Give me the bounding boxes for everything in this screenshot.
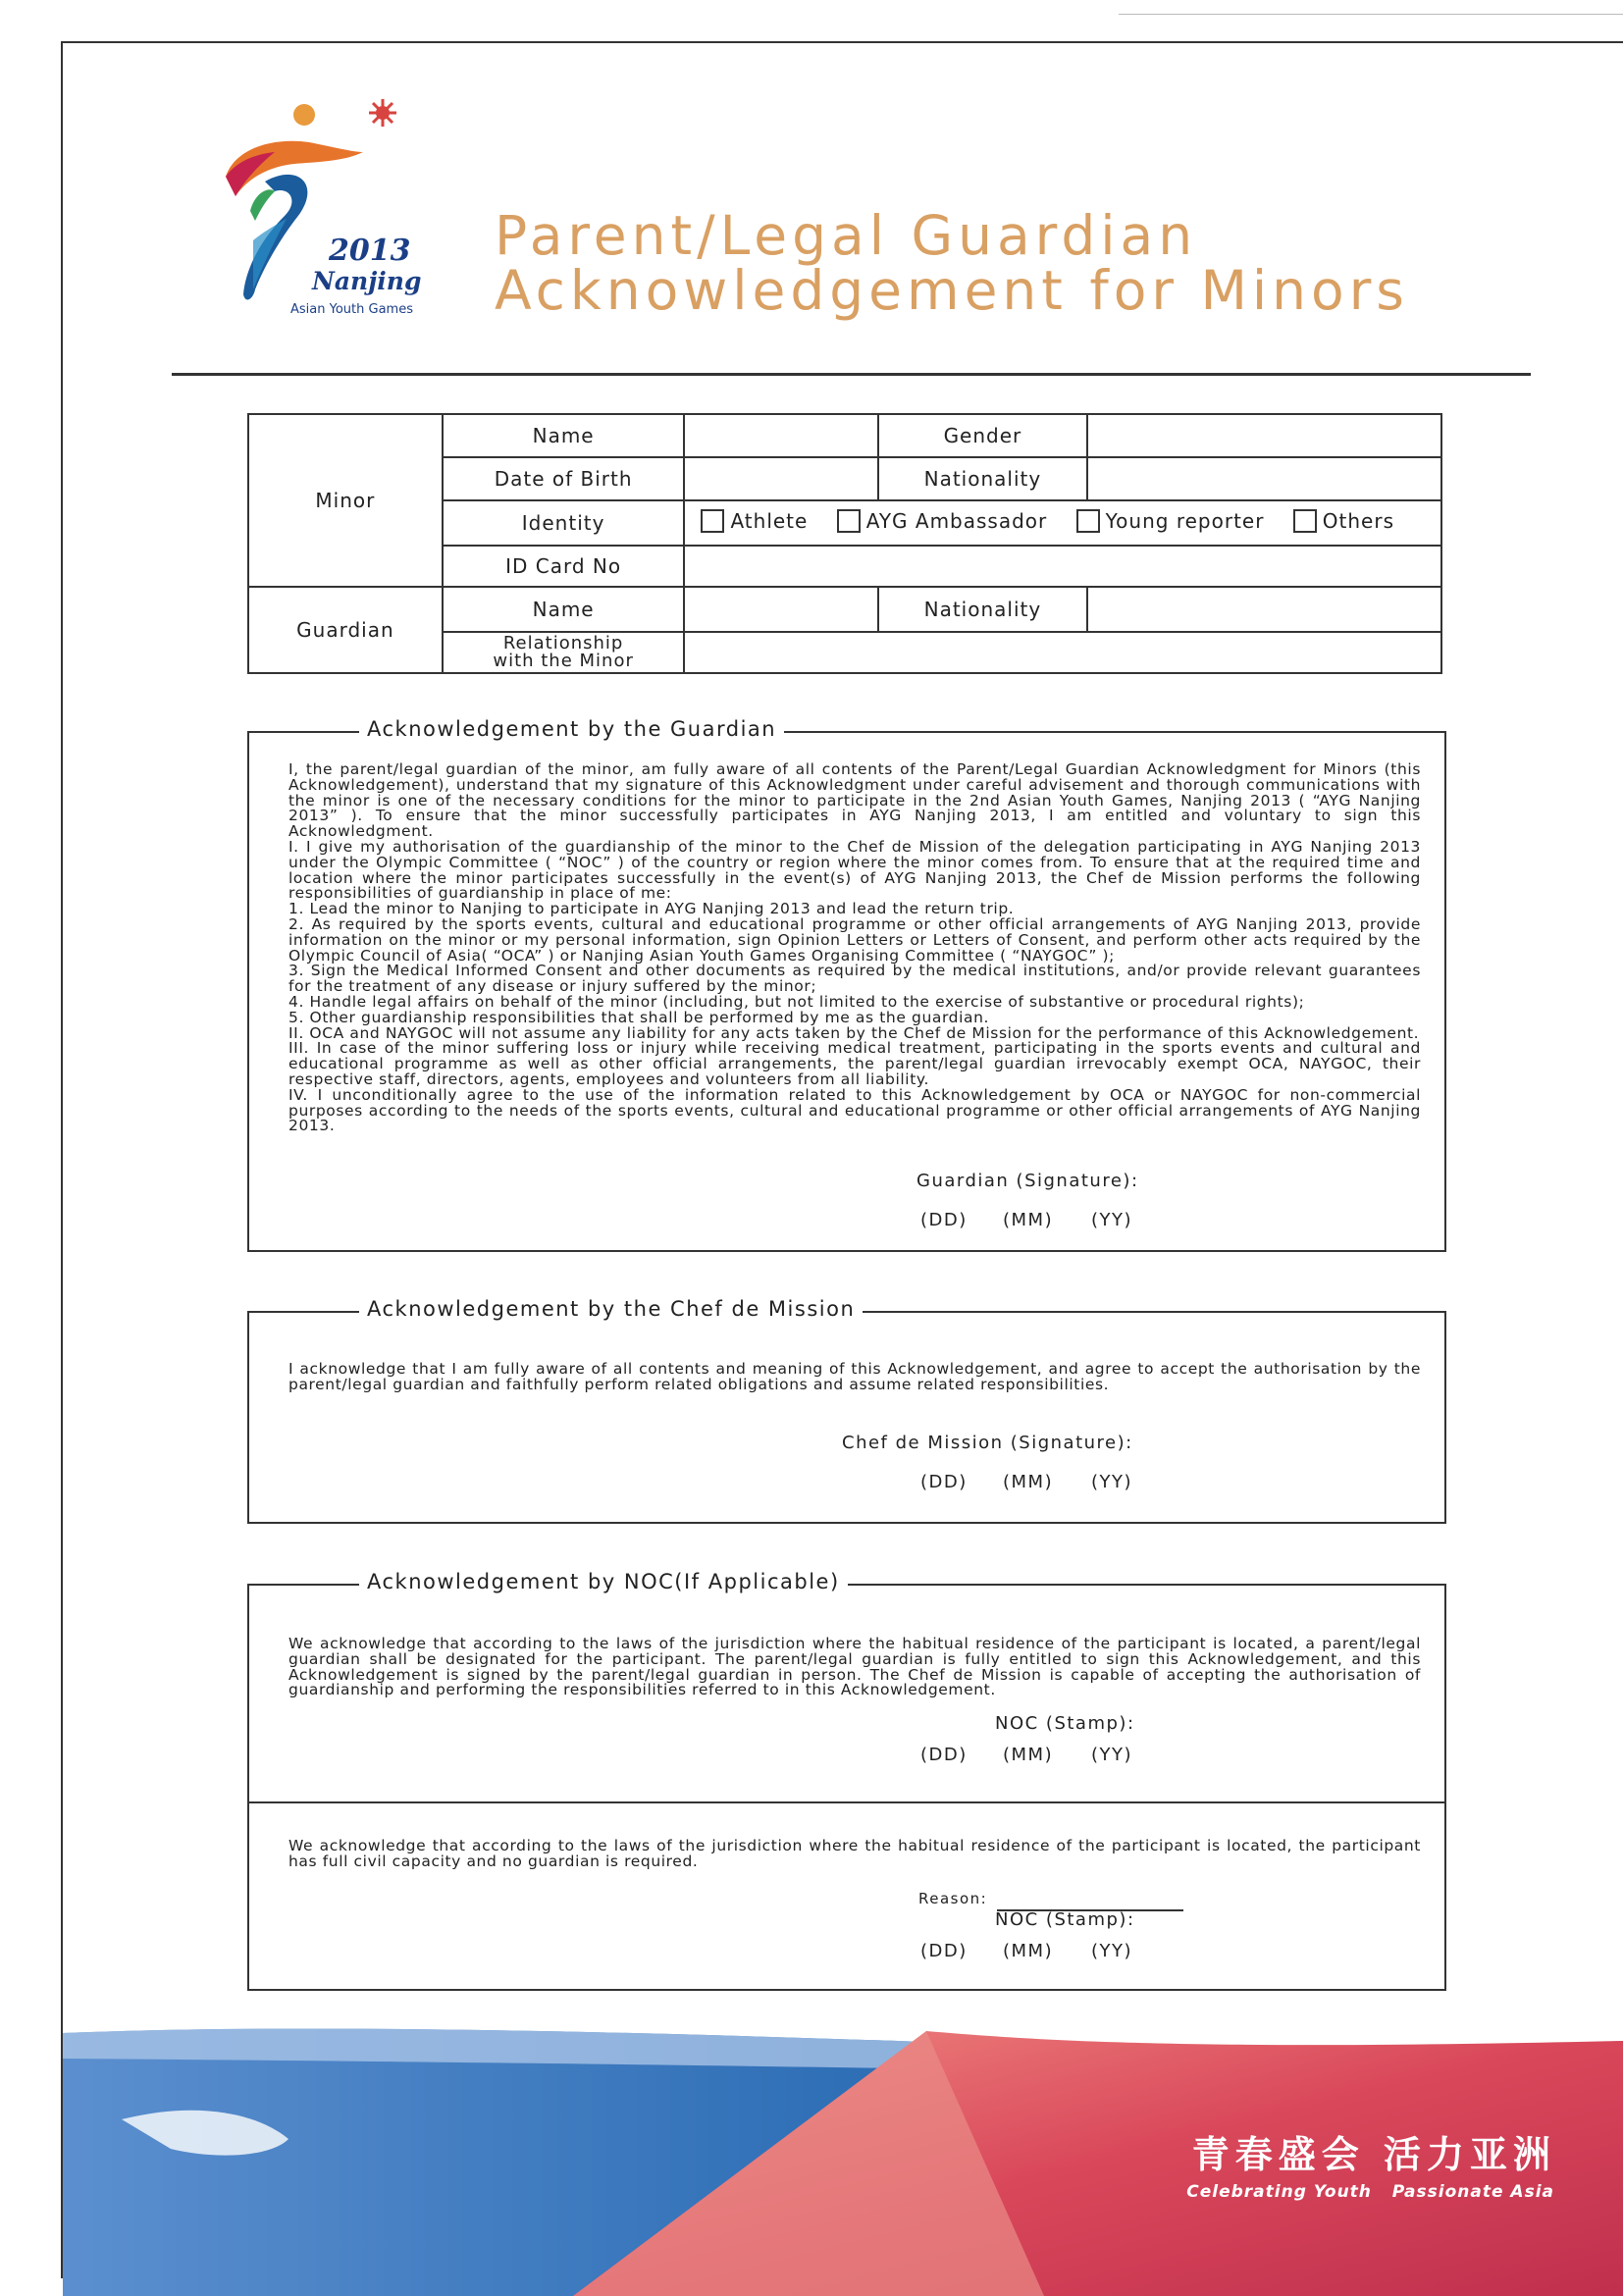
footer-slogan-chinese: 青春盛会 活力亚洲 [1191, 2133, 1556, 2176]
identity-option-young-reporter[interactable]: Young reporter [1076, 509, 1265, 533]
logo-event-name: Asian Youth Games [290, 302, 413, 317]
minor-dob-field[interactable] [684, 457, 878, 500]
header-divider [172, 373, 1531, 376]
chef-signature-label: Chef de Mission (Signature): [842, 1433, 1133, 1453]
guardian-date-mm: (MM) [1003, 1210, 1054, 1230]
guardian-date-dd: (DD) [920, 1210, 968, 1230]
guardian-ack-paragraph: 3. Sign the Medical Informed Consent and other documents as required by the medical institutions, and/or provide relevant guarantees for the treatment of any disease or injury suffered by the minor; [288, 962, 1421, 996]
guardian-ack-paragraph: I. I give my authorisation of the guardianship of the minor to the Chef de Mission of the delegation participating in AYG Nanjing 2013 under the Olympic Committee ( “NOC” ) of the country or region where the minor comes from. To ensure that at the required time and location where the minor participates successfully in the event(s) of AYG Nanjing 2013, the Chef de Mission performs the following responsibilities of guardianship in place of me: [288, 837, 1421, 903]
identity-option-ambassador[interactable]: AYG Ambassador [837, 509, 1048, 533]
chef-ack-heading: Acknowledgement by the Chef de Mission [359, 1297, 863, 1321]
minor-gender-field[interactable] [1087, 414, 1441, 457]
checkbox[interactable] [701, 509, 724, 533]
logo-city: Nanjing [312, 267, 422, 295]
page-border-top-faint [1119, 14, 1623, 15]
guardian-ack-paragraph: IV. I unconditionally agree to the use of the information related to this Acknowledgement by OCA or NAYGOC for non-commercial purposes according to the needs of the sports events, cultural and educational programme or other official arrangements of AYG Nanjing 2013. [288, 1085, 1421, 1135]
checkbox[interactable] [1076, 509, 1100, 533]
gender-label: Gender [878, 414, 1087, 457]
guardian-ack-paragraph: II. OCA and NAYGOC will not assume any liability for any acts taken by the Chef de Mission for the performance of this Acknowledgement. [288, 1023, 1420, 1042]
identity-options [684, 500, 1441, 546]
page-title [495, 204, 1409, 322]
noc-acknowledgement-section [247, 1570, 1446, 1991]
guardian-ack-heading: Acknowledgement by the Guardian [359, 717, 784, 741]
noc-date-mm-1: (MM) [1003, 1745, 1054, 1765]
title-line-1: Parent/Legal Guardian [495, 204, 1198, 267]
minor-nationality-field[interactable] [1087, 457, 1441, 500]
noc-date-mm-2: (MM) [1003, 1941, 1054, 1961]
noc-date-dd-1: (DD) [920, 1745, 968, 1765]
dob-label: Date of Birth [443, 457, 685, 500]
chef-acknowledgement-section [247, 1297, 1446, 1524]
minor-label: Minor [248, 414, 443, 587]
chef-date-yy: (YY) [1091, 1472, 1133, 1492]
title-line-2: Acknowledgement for Minors [495, 259, 1409, 322]
guardian-label: Guardian [248, 587, 443, 673]
minor-info-table [247, 413, 1442, 674]
guardian-nationality-label: Nationality [878, 587, 1087, 632]
chef-date-dd: (DD) [920, 1472, 968, 1492]
noc-date-yy-1: (YY) [1091, 1745, 1133, 1765]
guardian-nationality-field[interactable] [1087, 587, 1441, 632]
guardian-ack-paragraph: III. In case of the minor suffering loss or injury while receiving medical treatment, participating in the sports events and cultural and educational programme as well as other official arrangements, the parent/legal guardian irrevocably exempt OCA, NAYGOC, their respective staff, directors, agents, employees and volunteers from all liability. [288, 1039, 1421, 1088]
checkbox[interactable] [837, 509, 861, 533]
logo-year: 2013 [329, 234, 411, 268]
relationship-field[interactable] [684, 632, 1441, 673]
noc-reason-label: Reason: [918, 1890, 988, 1907]
guardian-name-field[interactable] [684, 587, 878, 632]
guardian-ack-paragraph: I, the parent/legal guardian of the minor, am fully aware of all contents of the Parent/Legal Guardian Acknowledgment for Minors (this Acknowledgement), understand that my signature of this Acknowledgment under careful advisement and thorough communications with the minor is one of the necessary conditions for the minor to participate in the 2nd Asian Youth Games, Nanjing 2013 ( “AYG Nanjing 2013” ). To ensure that the minor successfully participates in AYG Nanjing 2013, I am entitled and voluntary to sign this Acknowledgment. [288, 760, 1421, 841]
guardian-ack-paragraph: 5. Other guardianship responsibilities that shall be performed by me as the guardian. [288, 1008, 990, 1026]
noc-ack-text-2: We acknowledge that according to the laws of the jurisdiction where the habitual residence of the participant is located, the participant has full civil capacity and no guardian is required. [288, 1837, 1421, 1870]
id-card-label: ID Card No [443, 546, 685, 587]
guardian-name-label: Name [443, 587, 685, 632]
guardian-signature-label: Guardian (Signature): [916, 1171, 1139, 1191]
noc-stamp-label-2: NOC (Stamp): [995, 1909, 1135, 1930]
minor-name-field[interactable] [684, 414, 878, 457]
footer-slogan-english: Celebrating Youth Passionate Asia [1186, 2182, 1554, 2202]
nationality-label: Nationality [878, 457, 1087, 500]
guardian-ack-paragraph: 2. As required by the sports events, cultural and educational programme or other official arrangements of AYG Nanjing 2013, provide information on the minor or my personal information, sign Opinion Letters or Letters of Consent, and perform other acts required by the Olympic Council of Asia( “OCA” ) or Nanjing Asian Youth Games Organising Committee ( “NAYGOC” ); [288, 914, 1421, 965]
identity-option-athlete[interactable]: Athlete [701, 509, 808, 533]
noc-stamp-label-1: NOC (Stamp): [995, 1713, 1135, 1734]
noc-date-dd-2: (DD) [920, 1941, 968, 1961]
guardian-ack-paragraph: 1. Lead the minor to Nanjing to participate in AYG Nanjing 2013 and lead the return trip. [288, 900, 1015, 918]
id-card-field[interactable] [684, 546, 1441, 587]
relationship-label: Relationship with the Minor [443, 632, 685, 673]
noc-section-divider [249, 1801, 1444, 1803]
guardian-acknowledgement-section [247, 717, 1446, 1252]
guardian-ack-paragraph: 4. Handle legal affairs on behalf of the minor (including, but not limited to the exercise of substantive or procedural rights); [288, 992, 1305, 1011]
chef-ack-text: I acknowledge that I am fully aware of all contents and meaning of this Acknowledgement, and agree to accept the authorisation by the parent/legal guardian and faithfully perform related obligations and assume related responsibilities. [288, 1360, 1421, 1393]
guardian-ack-text [288, 762, 1421, 1134]
noc-ack-text-1: We acknowledge that according to the laws of the jurisdiction where the habitual residence of the participant is located, a parent/legal guardian shall be designated for the participant. The parent/legal guardian is fully entitled to sign this Acknowledgement, and this Acknowledgement is signed by the parent/legal guardian in person. The Chef de Mission is capable of accepting the authorisation of guardianship and performing the responsibilities referred to in this Acknowledgement. [288, 1635, 1421, 1699]
identity-label: Identity [443, 500, 685, 546]
chef-date-mm: (MM) [1003, 1472, 1054, 1492]
noc-ack-heading: Acknowledgement by NOC(If Applicable) [359, 1570, 848, 1593]
guardian-date-yy: (YY) [1091, 1210, 1133, 1230]
identity-option-others[interactable]: Others [1293, 509, 1394, 533]
noc-date-yy-2: (YY) [1091, 1941, 1133, 1961]
page-border-left [61, 41, 63, 2278]
name-label: Name [443, 414, 685, 457]
checkbox[interactable] [1293, 509, 1317, 533]
page-border-top [61, 41, 1623, 43]
